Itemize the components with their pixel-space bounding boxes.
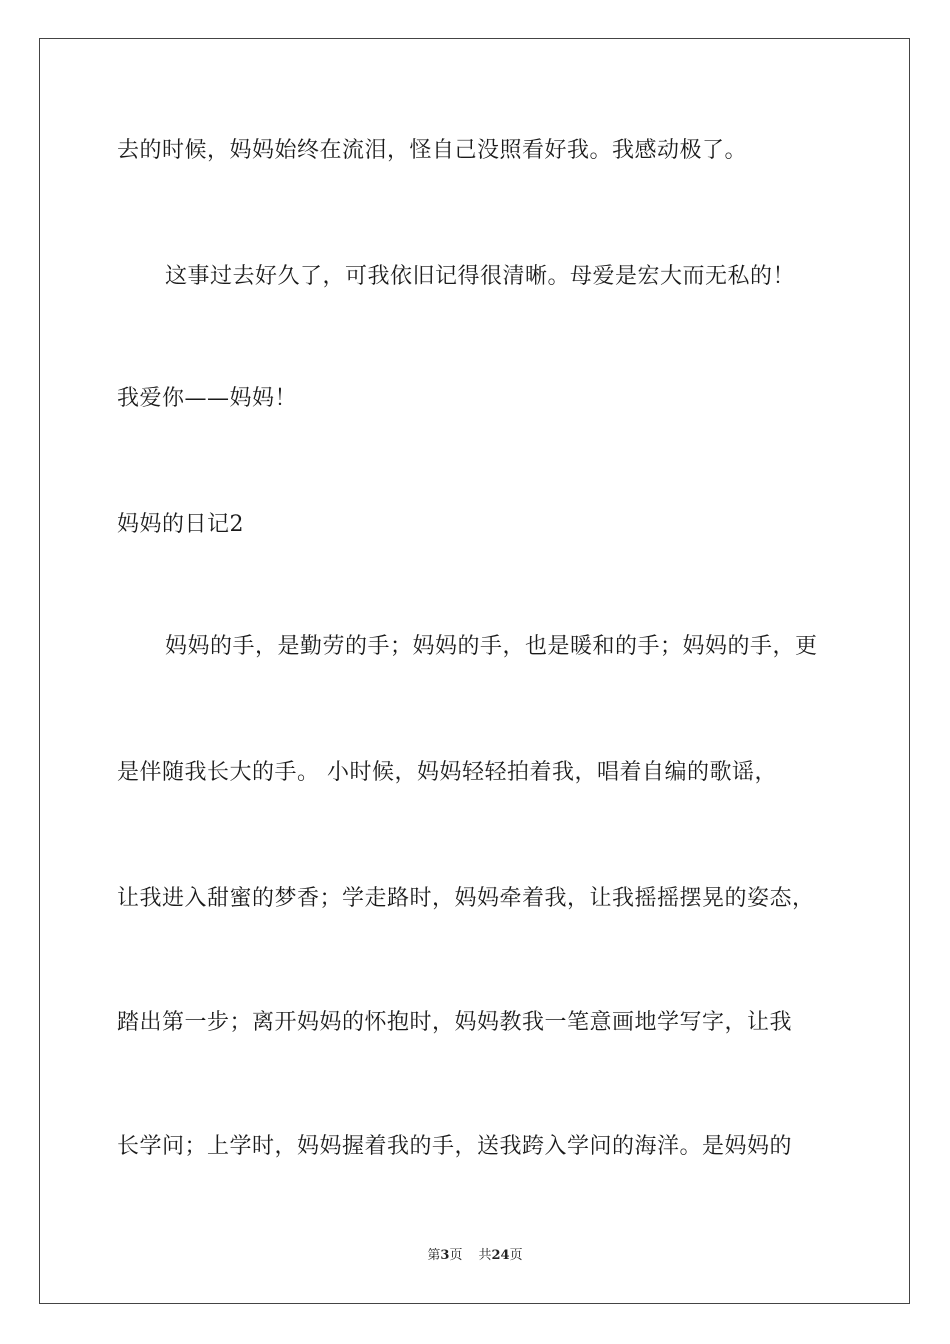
footer-page-suffix: 页 [449,1248,463,1263]
text-line-6: 是伴随我长大的手。 小时候，妈妈轻轻拍着我，唱着自编的歌谣， [117,760,777,785]
text-line-7: 让我进入甜蜜的梦香；学走路时，妈妈牵着我，让我摇摇摆晃的姿态， [117,886,815,911]
footer-page-prefix: 第 [427,1248,441,1263]
section-heading: 妈妈的日记2 [117,512,244,537]
footer-total-prefix: 共 [478,1248,492,1263]
text-line-8: 踏出第一步；离开妈妈的怀抱时，妈妈教我一笔意画地学写字，让我 [117,1010,793,1035]
text-line-1: 去的时候，妈妈始终在流泪，怪自己没照看好我。我感动极了。 [117,138,748,163]
footer-total-suffix: 页 [509,1248,523,1263]
text-line-3: 我爱你——妈妈！ [117,386,298,411]
page-footer [0,1247,950,1265]
text-line-9: 长学问；上学时，妈妈握着我的手，送我跨入学问的海洋。是妈妈的 [117,1134,793,1159]
footer-page-number: 3 [440,1248,450,1263]
text-line-5: 妈妈的手，是勤劳的手；妈妈的手，也是暖和的手；妈妈的手，更 [165,634,818,659]
footer-total-pages: 24 [491,1248,510,1263]
page-border [39,38,910,1304]
text-line-2: 这事过去好久了，可我依旧记得很清晰。母爱是宏大而无私的！ [165,264,796,289]
